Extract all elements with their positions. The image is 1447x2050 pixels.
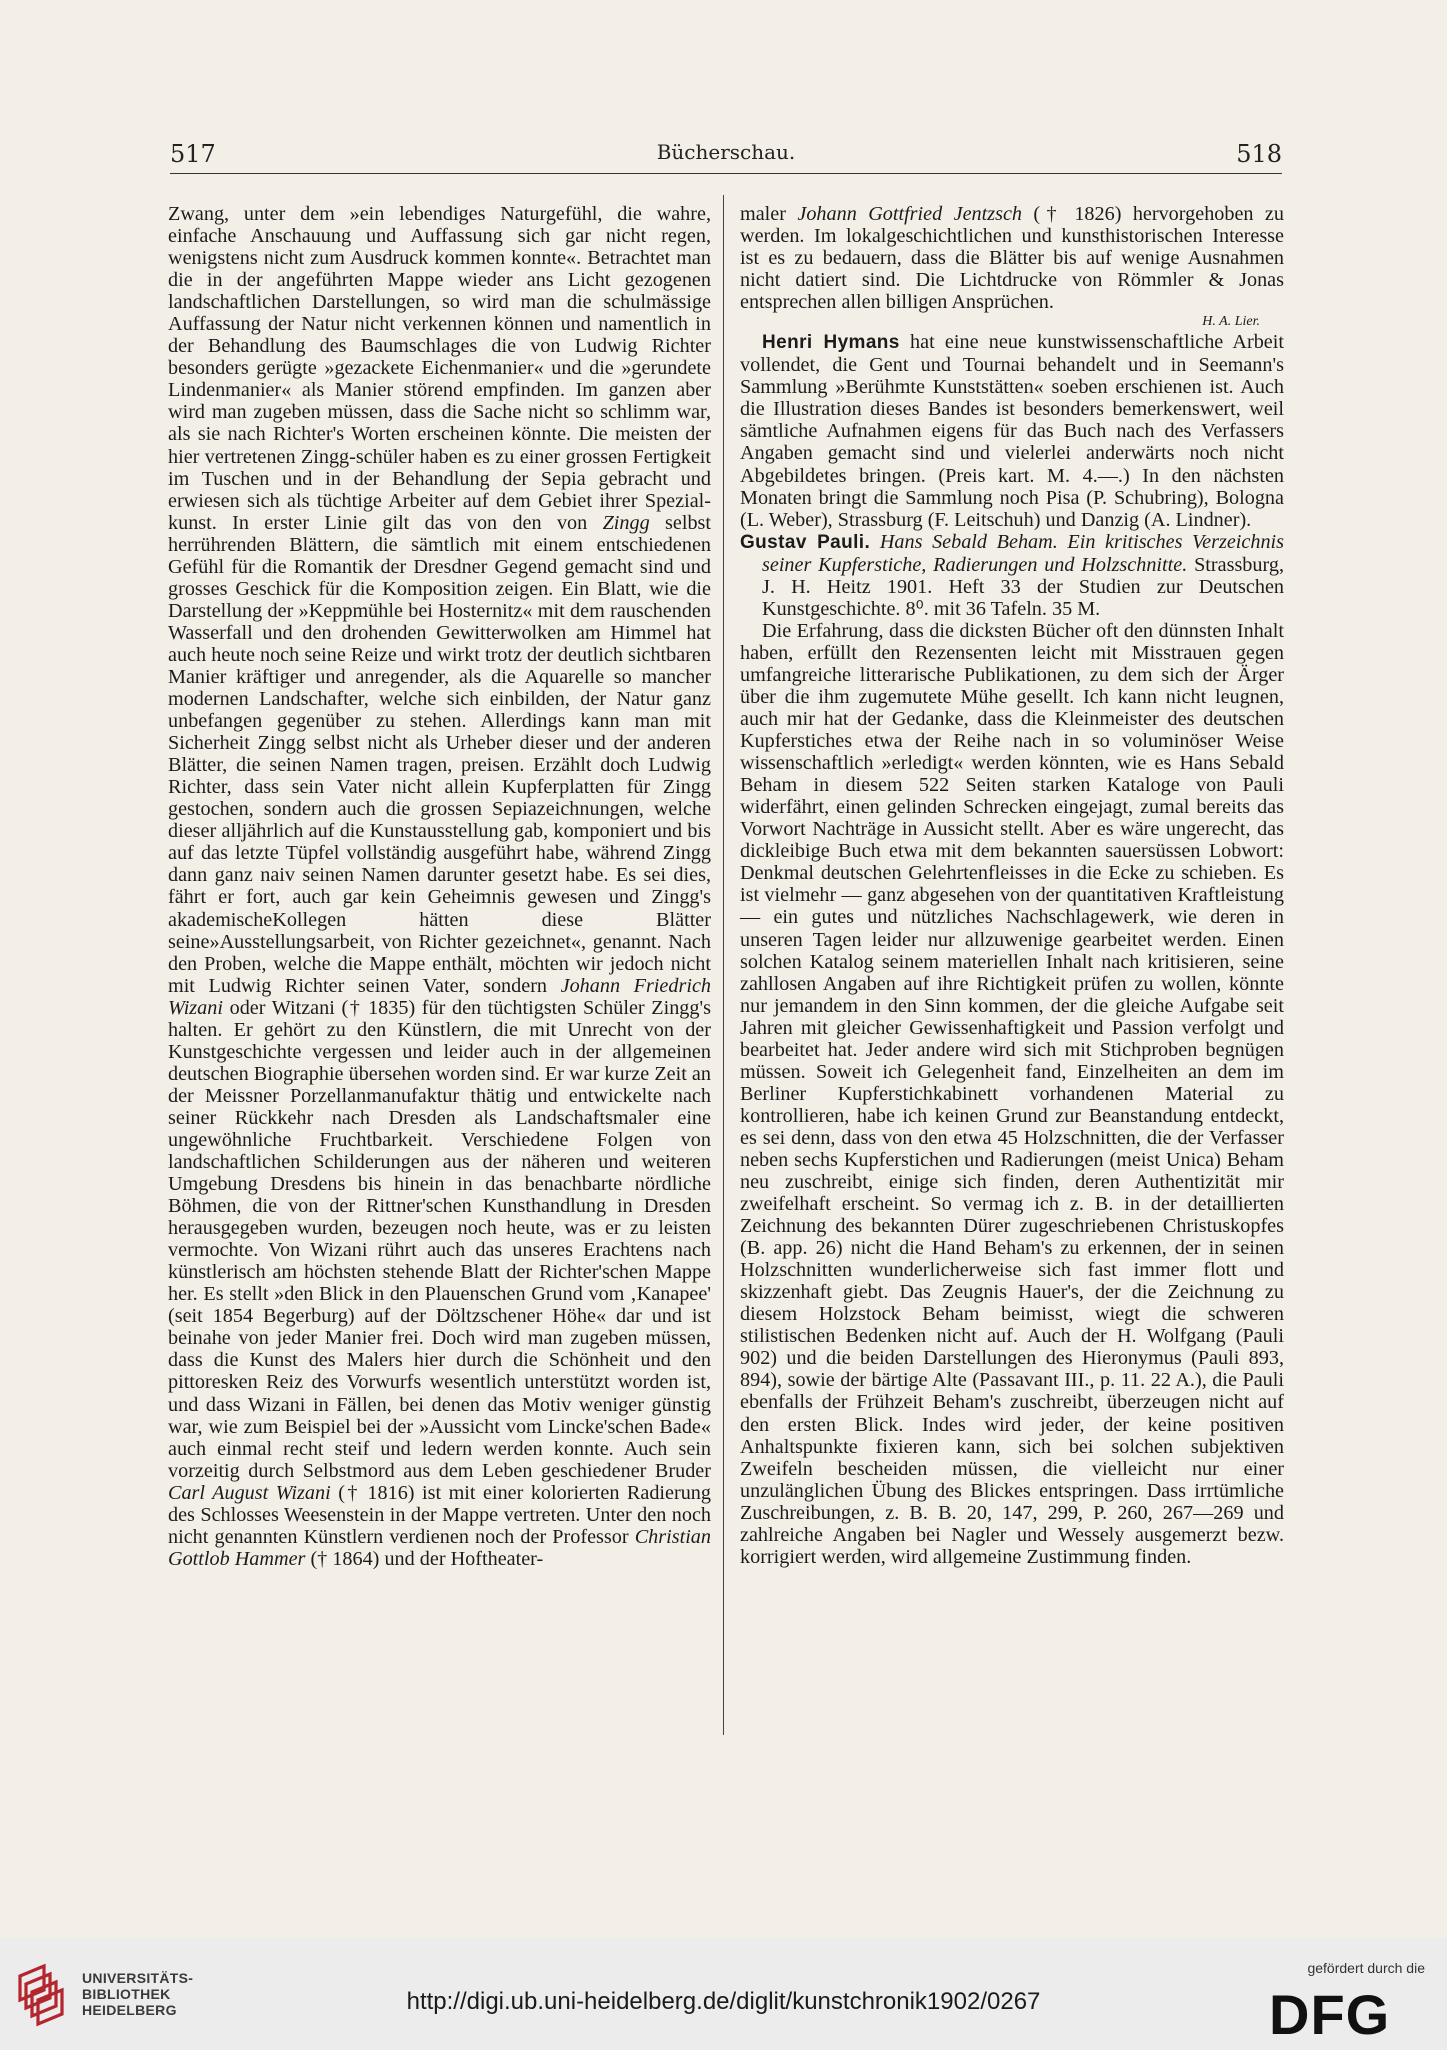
dfg-logo-text: DFG — [1269, 1988, 1391, 2040]
author-name: Gustav Pauli. — [740, 531, 871, 553]
publication-info: Strassburg, J. H. Heitz 1901. Heft 33 der Studien zur Deutschen Kunstgeschichte. 8⁰. mit 36 Tafeln. 35 M. — [762, 553, 1284, 620]
column-divider — [723, 195, 724, 1735]
book-title: Hans Sebald Beham. Ein kritisches Verzeichnis seiner Kupferstiche, Radierungen und Holzschnitte. — [762, 530, 1285, 576]
right-column — [740, 203, 1284, 1568]
section-title: Bücherschau. — [656, 140, 796, 164]
left-column — [168, 203, 711, 1570]
library-name-line: UNIVERSITÄTS- — [82, 1970, 194, 1986]
library-name-line: BIBLIOTHEK — [82, 1986, 171, 2002]
dfg-logo-icon — [1269, 1988, 1425, 2040]
italic-name: Carl August Wizani — [168, 1481, 331, 1504]
text-run: hat eine neue kunstwissenschaftliche Arbeit vollendet, die Gent und Tournai behandelt und in Seemann's Sammlung »Berühmte Kunststätten« soeben erschienen ist. Auch die Illustration dieses Bandes ist besonders bemerkenswert, weil sämtliche Aufnahmen eigens für das Buch nach des Verfassers Angaben gemacht sind und vielerlei anderwärts noch nicht Abgebildetes bringen. (Preis kart. M. 4.—.) In den nächsten Monaten bringt die Sammlung noch Pisa (P. Schubring), Bologna (L. Weber), Strassburg (F. Leitschuh) und Danzig (A. Lindner). — [740, 331, 1284, 531]
page-number-right: 518 — [1236, 140, 1282, 168]
italic-name: Johann Gottfried Jentzsch — [797, 203, 1022, 225]
review-paragraph: Die Erfahrung, dass die dicksten Bücher oft den dünnsten Inhalt haben, erfüllt den Rezensenten leicht mit Misstrauen gegen umfangreiche litterarische Publikationen, zu dem sich der Ärger über die ihm zugemutete Mühe gesellt. Ich kann nicht leugnen, auch mir hat der Gedanke, dass die Kleinmeister des deutschen Kupferstiches etwa der Reihe nach in so voluminöser Weise wissenschaftlich »erledigt« werden könnten, wie es Hans Sebald Beham in diesem 522 Seiten starken Kataloge von Pauli widerfährt, einen gelinden Schrecken eingejagt, zumal bereits das Vorwort Nachträge in Aussicht stellt. Aber es wäre ungerecht, das dickleibige Buch etwa mit dem bekannten sauersüssen Lobwort: Denkmal deutschen Gelehrtenfleisses in die Ecke zu schieben. Es ist vielmehr — ganz abgesehen von der quantitativen Kraftleistung — ein gutes und nützliches Nachschlagewerk, wie deren in unseren Tagen leider nur allzuwenige gearbeitet werden. Einen solchen Katalog seinem materiellen Inhalt nach kritisieren, seine zahllosen Angaben auf ihre Richtigkeit prüfen zu wollen, könnte nur jemandem in den Sinn kommen, der die gleiche Aufgabe seit Jahren mit gleicher Gewissenhaftigkeit und Passion verfolgt und bearbeitet hat. Jeder andere wird sich mit Stichproben begnügen müssen. Soweit ich Gelegenheit fand, Einzelheiten an dem im Berliner Kupferstichkabinett vorhandenen Material zu kontrollieren, habe ich keinen Grund zur Beanstandung entdeckt, es sei denn, dass von den etwa 45 Holzschnitten, die der Verfasser neben sechs Kupferstichen und Radierungen (meist Unica) Beham neu zuschreibt, einige sich finden, deren Authentizität mir zweifelhaft erscheint. So vermag ich z. B. in der detaillierten Zeichnung des bekannten Dürer zugeschriebenen Christuskopfes (B. app. 26) nicht die Hand Beham's zu erkennen, der in seinen Holzschnitten wunderlicherweise sich fast immer flott und skizzenhaft giebt. Das Zeugnis Hauer's, der die Zeichnung zu diesem Holzstock Beham beimisst, wiegt die schweren stilistischen Bedenken nicht auf. Auch der H. Wolfgang (Pauli 902) und die beiden Darstellungen des Hieronymus (Pauli 893, 894), sowie der bärtige Alte (Passavant III., p. 11. 22 A.), die Pauli ebenfalls der Frühzeit Beham's zuschreibt, überzeugen nicht auf den ersten Blick. Indes wird jeder, der keine positiven Anhaltspunkte fixieren kann, sich bei solchen subjektiven Zweifeln bescheiden müssen, die vielleicht nur einer unzulänglichen Übung des Blickes entspringen. Dass irrtümliche Zuschreibungen, z. B. B. 20, 147, 299, P. 260, 267—269 und zahlreiche Angaben bei Nagler und Wessely ausgemerzt bezw. korrigiert werden, wird allgemeine Zustimmung finden. — [740, 619, 1284, 1568]
text-run: († 1826) hervorgehoben zu werden. Im lokalgeschichtlichen und kunsthistorischen Interesse ist es zu bedauern, dass die Blätter bis auf wenige Ausnahmen nicht datiert sind. Die Lichtdrucke von Römmler & Jonas entsprechen allen billigen Ansprüchen. — [740, 203, 1284, 314]
footer-bar — [0, 1938, 1447, 2050]
text-run: († 1816) ist mit einer kolorierten Radierung des Schlosses Weesenstein in der Mappe vertreten. Unter den noch nicht genannten Künstlern verdienen noch der Professor — [168, 1481, 711, 1548]
sponsor-label: gefördert durch die — [1307, 1960, 1425, 1976]
header-rule — [170, 173, 1282, 174]
left-paragraph — [168, 203, 711, 1570]
page-number-left: 517 — [170, 140, 216, 168]
italic-name: Zingg — [602, 511, 650, 534]
text-run: († 1864) und der Hoftheater- — [305, 1547, 544, 1570]
author-name: Henri Hymans — [762, 332, 900, 354]
italic-name: Johann Friedrich Wizani — [168, 974, 711, 1019]
text-run: maler — [740, 203, 798, 225]
running-head — [170, 140, 1282, 170]
library-name-line: HEIDELBERG — [82, 2002, 177, 2018]
hymans-paragraph — [740, 331, 1284, 530]
text-run: Zwang, unter dem »ein lebendiges Naturgefühl, die wahre, einfache Anschauung und Auffassung sich gar nicht regen, wenigstens nicht zum Ausdruck kommen konnte«. Betrachtet man die in der angeführten Mappe wieder ans Licht gezogenen landschaftlichen Darstellungen, so wird man die schulmässige Auffassung der Natur nicht verkennen können und namentlich in der Behandlung des Baumschlages die von Ludwig Richter besonders gerügte »gezackete Eichenmanier« und die »gerundete Lindenmanier« als Manier störend empfinden. Im ganzen aber wird man zugeben müssen, dass die Sache nicht so schlimm war, als sie nach Richter's Worten erscheinen könnte. Die meisten der hier vertretenen Zingg-schüler haben es zu einer grossen Fertigkeit im Tuschen und in der Behandlung der Sepia gebracht und erwiesen sich als tüchtige Arbeiter auf dem Gebiet ihrer Spezial-kunst. In erster Linie gilt das von den von — [168, 203, 711, 534]
italic-name: Christian Gottlob Hammer — [168, 1525, 711, 1570]
author-signature: H. A. Lier. — [1202, 314, 1260, 330]
book-citation — [740, 531, 1284, 620]
right-paragraph-continued — [740, 203, 1284, 313]
text-run: oder Witzani († 1835) für den tüchtigsten Schüler Zingg's halten. Er gehört zu den Künstlern, die mit Unrecht von der Kunstgeschichte vergessen und leider auch in der allgemeinen deutschen Biographie übersehen worden sind. Er war kurze Zeit an der Meissner Porzellanmanufaktur thätig und entwickelte nach seiner Rückkehr nach Dresden als Landschaftsmaler eine ungewöhnliche Fruchtbarkeit. Verschiedene Folgen von landschaftlichen Schilderungen aus der näheren und weiteren Umgebung Dresdens bis hinein in das benachbarte nördliche Böhmen, die von der Rittner'schen Kunsthandlung in Dresden herausgegeben wurden, bezeugen noch heute, was er zu leisten vermochte. Von Wizani rührt auch das unseres Erachtens nach künstlerisch am höchsten stehende Blatt der Richter'schen Mappe her. Es stellt »den Blick in den Plauenschen Grund vom ‚Kanapee' (seit 1854 Begerburg) auf der Döltzschener Höhe« dar und ist beinahe von jeder Manier frei. Doch wird man zugeben müssen, dass die Kunst des Malers hier durch die Schönheit und den pittoresken Reiz des Vorwurfs wesentlich unterstützt worden ist, und dass Wizani in Fällen, bei denen das Motiv weniger günstig war, wie zum Beispiel bei der »Aussicht vom Lincke'schen Bade« auch einmal recht steif und ledern werden konnte. Auch sein vorzeitig durch Selbstmord aus dem Leben geschiedener Bruder — [168, 996, 711, 1482]
permalink-url[interactable]: http://digi.ub.uni-heidelberg.de/diglit/kunstchronik1902/0267 — [406, 1988, 1041, 2015]
text-run: selbst herrührenden Blättern, die sämtlich mit einem entschiedenen Gefühl für die Romantik der Dresdner Gegend gemacht sind und grosses Geschick für die Komposition zeigen. Ein Blatt, wie die Darstellung der »Keppmühle bei Hosternitz« mit dem rauschenden Wasserfall und den drohenden Gewitterwolken am Himmel hat auch heute noch seine Reize und wirkt trotz der deutlich sichtbaren Manier kräftiger und anregender, als die Aquarelle so mancher modernen Landschafter, welche sich einbilden, der Natur ganz unbefangen gegenüber zu stehen. Allerdings kann man mit Sicherheit Zingg selbst nicht als Urheber dieser und der anderen Blätter, die seinen Namen tragen, preisen. Erzählt doch Ludwig Richter, dass sein Vater nicht allein Kupferplatten für Zingg gestochen, sondern auch die grossen Sepiazeichnungen, welche dieser alljährlich auf die Kunstausstellung gab, komponiert und bis auf das letzte Tüpfel vollständig ausgeführt habe, während Zingg dann ganz naiv seinen Namen darunter gesetzt habe. Es sei dies, fährt er fort, auch gar kein Geheimnis gewesen und Zingg's akademischeKollegen hätten diese Blätter seine»Ausstellungsarbeit, von Richter gezeichnet«, genannt. Nach den Proben, welche die Mappe enthält, möchten wir jedoch nicht mit Ludwig Richter seinen Vater, sondern — [168, 511, 712, 997]
